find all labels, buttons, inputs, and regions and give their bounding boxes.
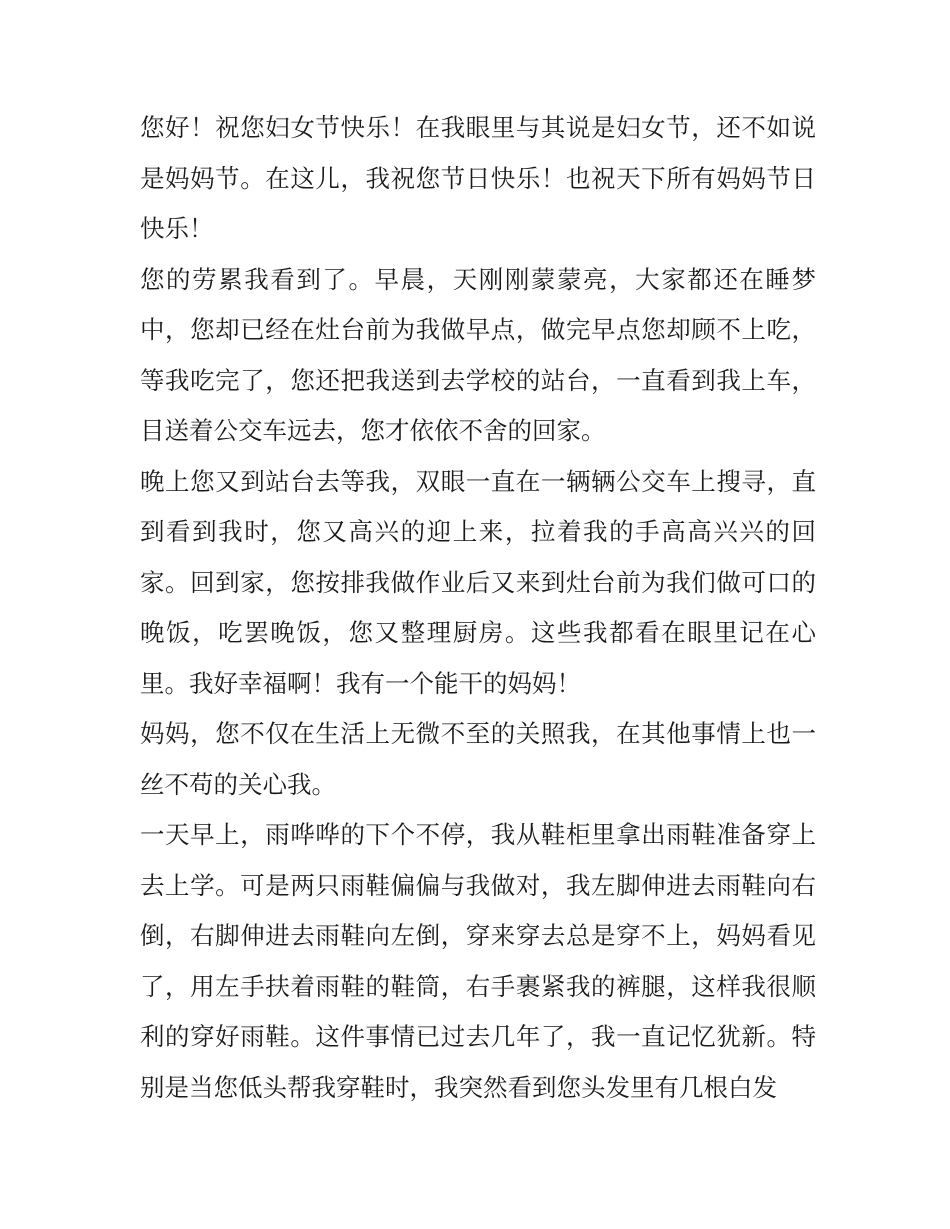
text-line: 您好！祝您妇女节快乐！在我眼里与其说是妇女节，还不如说 <box>140 113 816 142</box>
essay-body <box>140 103 816 1113</box>
text-line: 了，用左手扶着雨鞋的鞋筒，右手裹紧我的裤腿，这样我很顺 <box>140 971 816 1001</box>
text-line: 到看到我时，您又高兴的迎上来，拉着我的手高高兴兴的回 <box>140 517 816 546</box>
paragraph-2 <box>140 255 816 457</box>
text-line: 丝不苟的关心我。 <box>140 769 336 799</box>
text-line: 去上学。可是两只雨鞋偏偏与我做对，我左脚伸进去雨鞋向右 <box>140 870 816 900</box>
paragraph-4 <box>140 709 816 810</box>
text-line: 利的穿好雨鞋。这件事情已过去几年了，我一直记忆犹新。特 <box>140 1022 816 1051</box>
text-line: 等我吃完了，您还把我送到去学校的站台，一直看到我上车， <box>140 365 816 395</box>
text-line: 家。回到家，您按排我做作业后又来到灶台前为我们做可口的 <box>140 567 816 597</box>
text-line: 妈妈，您不仅在生活上无微不至的关照我，在其他事情上也一 <box>140 719 816 748</box>
text-line: 别是当您低头帮我穿鞋时，我突然看到您头发里有几根白发 <box>140 1072 777 1102</box>
paragraph-3 <box>140 457 816 710</box>
paragraph-5 <box>140 810 816 1113</box>
text-line: 晚饭，吃罢晚饭，您又整理厨房。这些我都看在眼里记在心 <box>140 618 816 647</box>
text-line: 您的劳累我看到了。早晨，天刚刚蒙蒙亮，大家都还在睡梦 <box>140 264 816 294</box>
text-line: 快乐！ <box>140 214 214 243</box>
text-line: 晚上您又到站台去等我，双眼一直在一辆辆公交车上搜寻，直 <box>140 466 816 496</box>
paragraph-1 <box>140 103 816 255</box>
text-line: 是妈妈节。在这儿，我祝您节日快乐！也祝天下所有妈妈节日 <box>140 163 816 193</box>
text-line: 里。我好幸福啊！我有一个能干的妈妈！ <box>140 668 581 698</box>
text-line: 一天早上，雨哗哗的下个不停，我从鞋柜里拿出雨鞋准备穿上 <box>140 820 816 849</box>
text-line: 倒，右脚伸进去雨鞋向左倒，穿来穿去总是穿不上，妈妈看见 <box>140 921 816 950</box>
text-line: 中，您却已经在灶台前为我做早点，做完早点您却顾不上吃， <box>140 315 816 344</box>
text-line: 目送着公交车远去，您才依依不舍的回家。 <box>140 416 606 445</box>
